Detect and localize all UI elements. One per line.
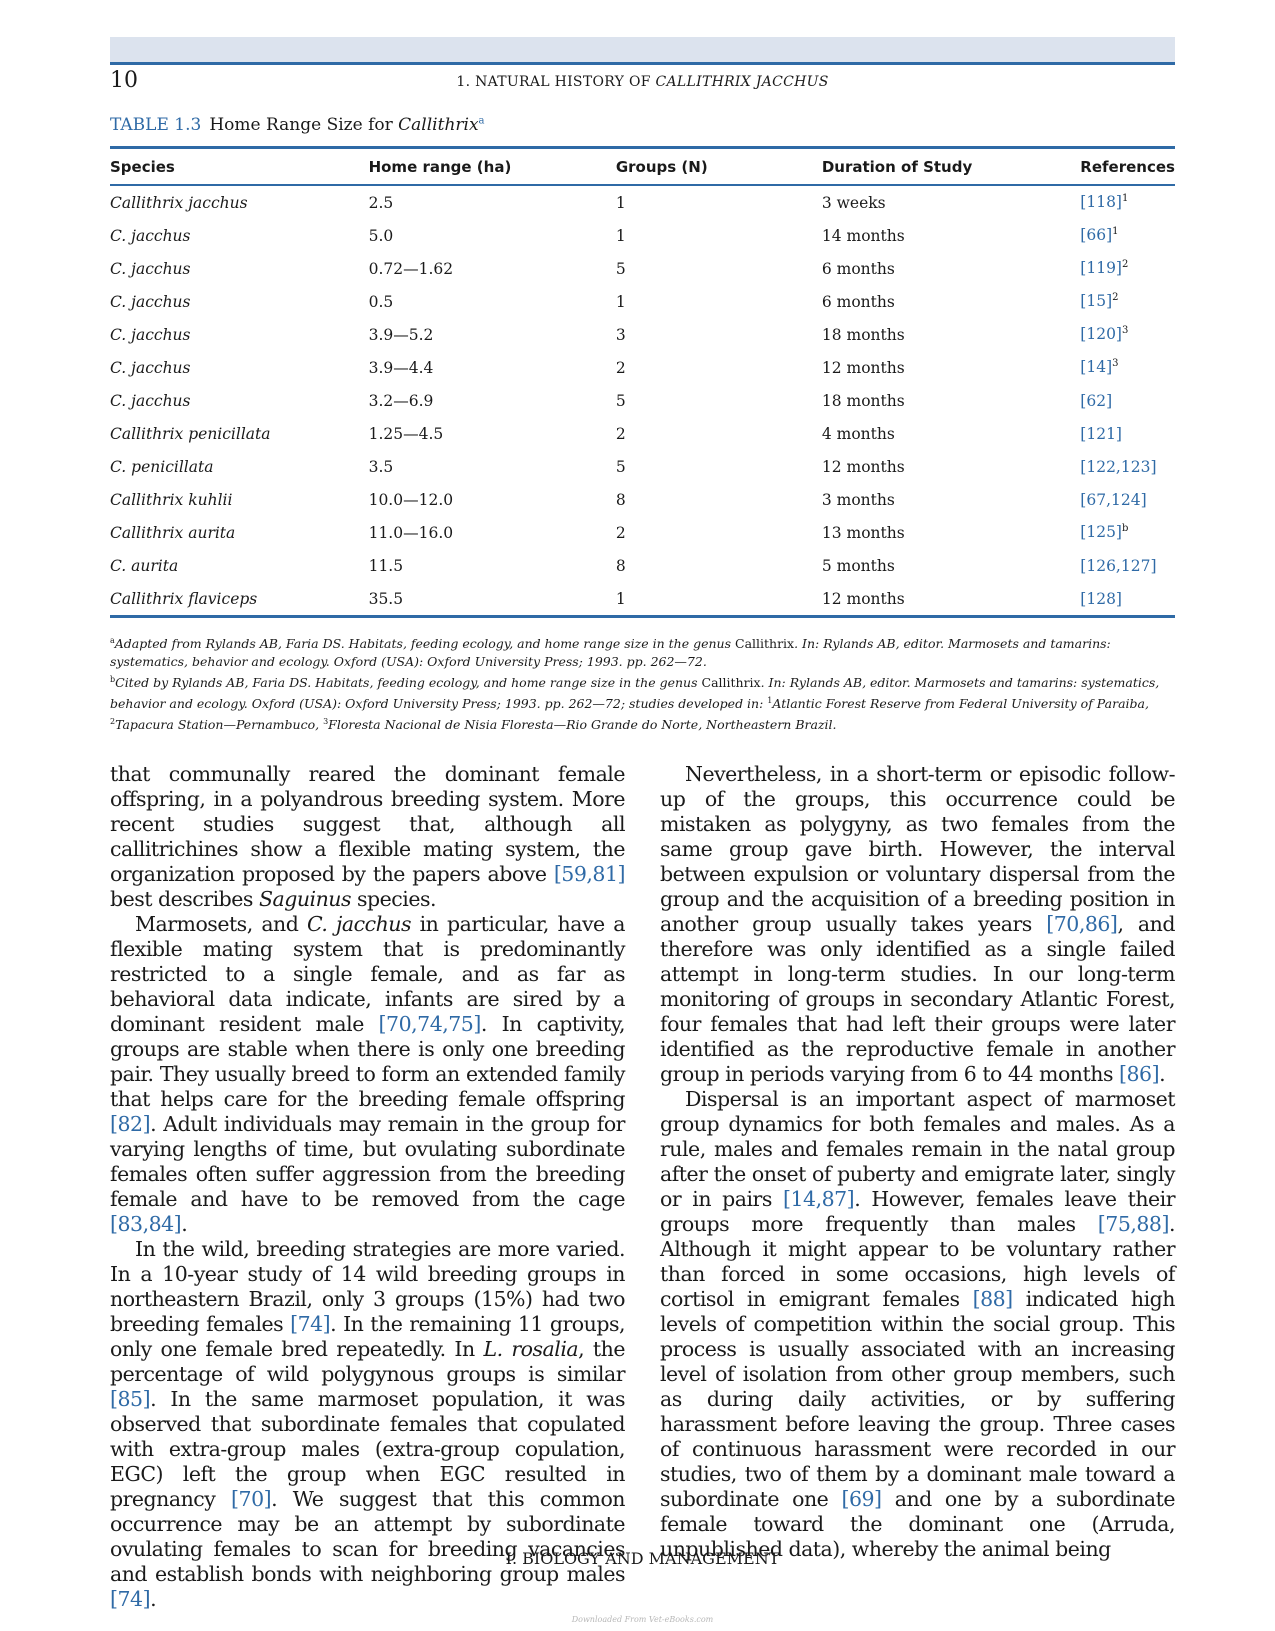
reference-cell <box>1080 285 1175 318</box>
table-footnotes <box>110 632 1175 735</box>
citation-link[interactable]: [86] <box>1118 1062 1160 1086</box>
column-header-references: References <box>1080 157 1175 176</box>
species-cell: Callithrix flaviceps <box>110 589 258 608</box>
groups-cell: 8 <box>615 490 626 509</box>
text: . Although it might appear to be voluntary rather than forced in some occasions, high levels of cortisol in emigrant females <box>660 1212 1175 1311</box>
text: . In the same marmoset population, it was observed that subordinate females that copulated with extra-group males (extra-group copulation, EGC) left the group when EGC resulted in pregnancy <box>110 1387 625 1511</box>
text: , and therefore was only identified as a single failed attempt in long-term studies. In our long-term monitoring of groups in secondary Atlantic Forest, four females that had left their groups were later identified as the reproductive female in another group in periods varying from 6 to 44 months <box>660 912 1175 1086</box>
duration-cell: 18 months <box>821 391 905 410</box>
table-title-footnote-mark: a <box>478 115 485 127</box>
duration-cell: 12 months <box>821 589 905 608</box>
reference-cell <box>1080 384 1175 417</box>
table-row <box>110 219 1175 252</box>
duration-cell: 13 months <box>821 523 905 542</box>
species-cell: C. jacchus <box>110 358 191 377</box>
running-title-prefix: 1. NATURAL HISTORY OF <box>456 74 656 90</box>
table-row <box>110 516 1175 549</box>
table-row <box>110 351 1175 384</box>
duration-cell: 12 months <box>821 358 905 377</box>
footnote-text: Cited by Rylands AB, Faria DS. Habitats, feeding ecology, and home range size in the genus <box>115 675 702 691</box>
species-cell: C. aurita <box>110 556 179 575</box>
table-label: TABLE 1.3 <box>110 115 202 135</box>
footnote-text: Adapted from Rylands AB, Faria DS. Habitats, feeding ecology, and home range size in the genus <box>114 636 735 652</box>
paragraph <box>660 1087 1175 1562</box>
text: In the wild, breeding strategies are more varied. In a 10-year study of 14 wild breeding groups in northeastern Brazil, only 3 groups (15%) had two breeding females <box>110 1237 625 1336</box>
citation-link[interactable]: [74] <box>290 1312 331 1336</box>
home-range-cell: 5.0 <box>368 226 394 245</box>
text: . <box>1159 1062 1166 1086</box>
reference-cell <box>1080 219 1175 252</box>
footnote-text: Tapacura Station—Pernambuco, <box>115 717 324 733</box>
text: , the percentage of wild polygynous groups is similar <box>110 1337 625 1386</box>
citation-link[interactable]: [88] <box>972 1287 1013 1311</box>
groups-cell: 2 <box>615 424 626 443</box>
duration-cell: 4 months <box>821 424 895 443</box>
reference-cell <box>1080 582 1175 617</box>
reference-link[interactable]: [15] <box>1080 292 1113 311</box>
home-range-cell: 10.0—12.0 <box>368 490 454 509</box>
duration-cell: 5 months <box>821 556 895 575</box>
footnote-mark: 1 <box>767 696 773 706</box>
reference-footnote-mark: 2 <box>1112 292 1119 304</box>
groups-cell: 3 <box>615 325 626 344</box>
species-cell: Callithrix aurita <box>110 523 236 542</box>
citation-link[interactable]: [70,74,75] <box>378 1012 481 1036</box>
home-range-cell: 3.5 <box>368 457 394 476</box>
reference-cell <box>1080 185 1175 219</box>
reference-link[interactable]: [118] <box>1080 193 1122 212</box>
text: . In captivity, groups are stable when there is only one breeding pair. They usually breed to form an extended family that helps care for the breeding female offspring <box>110 1012 625 1111</box>
text: Marmosets, and <box>135 912 307 936</box>
species-cell: Callithrix penicillata <box>110 424 271 443</box>
reference-link[interactable]: [67,124] <box>1080 490 1147 509</box>
footnote-genus: Callithrix <box>735 636 795 652</box>
table-row <box>110 185 1175 219</box>
citation-link[interactable]: [83,84] <box>110 1212 182 1236</box>
home-range-cell: 1.25—4.5 <box>368 424 444 443</box>
species-name: L. rosalia <box>483 1337 579 1361</box>
table-title: Home Range Size for <box>209 115 399 135</box>
table-row <box>110 417 1175 450</box>
text: indicated high levels of competition within the social group. This process is usually associated with an increasing level of isolation from other group members, such as during daily activities, or by suffering harassment before leaving the group. Three cases of continuous harassment were recorded in our studies, two of them by a dominant male toward a subordinate one <box>660 1287 1175 1511</box>
duration-cell: 3 weeks <box>821 193 886 212</box>
groups-cell: 5 <box>615 457 626 476</box>
reference-cell <box>1080 318 1175 351</box>
text: . Adult individuals may remain in the group for varying lengths of time, but ovulating subordinate females often suffer aggression from the breeding female and have to be removed from the cage <box>110 1112 625 1211</box>
reference-footnote-mark: 3 <box>1121 325 1129 337</box>
reference-link[interactable]: [126,127] <box>1080 556 1157 575</box>
groups-cell: 1 <box>615 292 626 311</box>
text: and one by a subordinate female toward the dominant one (Arruda, unpublished data), whereby the animal being <box>660 1487 1175 1561</box>
text: . <box>181 1212 188 1236</box>
text: species. <box>351 887 437 911</box>
citation-link[interactable]: [70,86] <box>1046 912 1118 936</box>
species-cell: C. jacchus <box>110 226 191 245</box>
reference-cell <box>1080 483 1175 516</box>
groups-cell: 5 <box>615 391 626 410</box>
groups-cell: 2 <box>615 523 626 542</box>
home-range-cell: 2.5 <box>368 193 394 212</box>
footnote-mark: 3 <box>323 717 329 727</box>
table-row <box>110 384 1175 417</box>
reference-link[interactable]: [122,123] <box>1080 457 1157 476</box>
citation-link[interactable]: [82] <box>110 1112 151 1136</box>
text: that communally reared the dominant female offspring, in a polyandrous breeding system. More recent studies suggest that, although all callitrichines show a flexible mating system, the organization proposed by the papers above <box>110 762 625 886</box>
text: Dispersal is an important aspect of marmoset group dynamics for both females and males. As a rule, males and females remain in the natal group after the onset of puberty and emigrate later, singly or in pairs <box>660 1087 1175 1211</box>
footnote-a <box>110 632 1175 671</box>
reference-link[interactable]: [62] <box>1080 391 1113 410</box>
table-title-genus: Callithrix <box>398 115 479 135</box>
species-cell: C. penicillata <box>110 457 214 476</box>
home-range-cell: 11.5 <box>368 556 404 575</box>
text: in particular, have a flexible mating system that is predominantly restricted to a single female, and as far as behavioral data indicate, infants are sired by a dominant resident male <box>110 912 625 1036</box>
column-header-duration: Duration of Study <box>821 157 973 176</box>
paragraph <box>110 762 625 912</box>
duration-cell: 3 months <box>821 490 895 509</box>
column-header-species: Species <box>110 157 175 176</box>
text: best describes <box>110 887 259 911</box>
reference-link[interactable]: [66] <box>1080 226 1113 245</box>
column-header-home-range: Home range (ha) <box>368 157 512 176</box>
species-cell: C. jacchus <box>110 391 191 410</box>
reference-link[interactable]: [128] <box>1080 589 1122 608</box>
table-row <box>110 285 1175 318</box>
text: . We suggest that this common occurrence may be an attempt by subordinate ovulating females to scan for breeding vacancies and establish bonds with neighboring group males <box>110 1487 625 1586</box>
page-number: 10 <box>110 68 138 93</box>
citation-link[interactable]: [14,87] <box>783 1187 855 1211</box>
reference-cell <box>1080 351 1175 384</box>
paragraph <box>110 912 625 1237</box>
text: . However, females leave their groups more frequently than males <box>660 1187 1176 1236</box>
text: . In the remaining 11 groups, only one female bred repeatedly. In <box>110 1312 625 1361</box>
home-range-cell: 35.5 <box>368 589 404 608</box>
footer-section-title: I. BIOLOGY AND MANAGEMENT <box>505 1549 780 1568</box>
reference-footnote-mark: 3 <box>1112 358 1119 370</box>
column-header-groups: Groups (N) <box>615 157 708 176</box>
footnote-text: . In: Rylands AB, editor. Marmosets and tamarins: systematics, behavior and ecology. Oxford (USA): Oxford University Press; 1993. pp. 262—72; studies developed in: <box>110 675 1160 712</box>
reference-footnote-mark: 1 <box>1121 193 1129 205</box>
table-row <box>110 582 1175 617</box>
home-range-cell: 3.2—6.9 <box>368 391 434 410</box>
reference-cell <box>1080 450 1175 483</box>
home-range-cell: 0.72—1.62 <box>368 259 454 278</box>
footnote-mark: a <box>110 636 115 645</box>
running-title-species: CALLITHRIX JACCHUS <box>655 74 829 90</box>
table-row <box>110 483 1175 516</box>
genus-name: Saguinus <box>258 887 352 911</box>
footnote-mark: 2 <box>110 717 116 727</box>
species-cell: C. jacchus <box>110 292 191 311</box>
text: Nevertheless, in a short-term or episodic follow-up of the groups, this occurrence could be mistaken as polygyny, as two females from the same group gave birth. However, the interval between expulsion or voluntary dispersal from the group and the acquisition of a breeding position in another group usually takes years <box>660 762 1175 936</box>
citation-link[interactable]: [69] <box>841 1487 882 1511</box>
reference-link[interactable]: [119] <box>1080 259 1122 278</box>
footnote-text: Floresta Nacional de Nisia Floresta—Rio Grande do Norte, Northeastern Brazil. <box>328 717 837 733</box>
running-title <box>110 74 1175 90</box>
table-header-row <box>110 148 1175 186</box>
home-range-cell: 3.9—4.4 <box>368 358 434 377</box>
footnote-text: . In: Rylands AB, editor. Marmosets and tamarins: systematics, behavior and ecology. Oxford (USA): Oxford University Press; 1993. pp. 262—72. <box>110 636 1111 670</box>
duration-cell: 14 months <box>821 226 905 245</box>
groups-cell: 5 <box>615 259 626 278</box>
duration-cell: 18 months <box>821 325 905 344</box>
footnote-genus: Callithrix <box>701 675 761 691</box>
reference-cell <box>1080 549 1175 582</box>
duration-cell: 6 months <box>821 292 895 311</box>
home-range-cell: 3.9—5.2 <box>368 325 434 344</box>
table-row <box>110 549 1175 582</box>
home-range-table <box>110 146 1175 618</box>
citation-link[interactable]: [70] <box>231 1487 272 1511</box>
groups-cell: 2 <box>615 358 626 377</box>
species-name: C. jacchus <box>306 912 412 936</box>
table-row <box>110 450 1175 483</box>
header-band <box>110 37 1175 65</box>
watermark: Downloaded From Vet-eBooks.com <box>571 1615 714 1624</box>
reference-footnote-mark: b <box>1121 523 1129 535</box>
species-cell: C. jacchus <box>110 259 191 278</box>
table-row <box>110 318 1175 351</box>
reference-link[interactable]: [125] <box>1080 523 1122 542</box>
body-column-left <box>110 762 625 1612</box>
home-range-cell: 0.5 <box>368 292 394 311</box>
body-column-right <box>660 762 1175 1562</box>
duration-cell: 6 months <box>821 259 895 278</box>
groups-cell: 1 <box>615 226 626 245</box>
citation-link[interactable]: [59,81] <box>553 862 625 886</box>
reference-link[interactable]: [121] <box>1080 424 1122 443</box>
table-caption <box>110 115 485 135</box>
species-cell: Callithrix jacchus <box>110 193 248 212</box>
species-cell: C. jacchus <box>110 325 191 344</box>
home-range-cell: 11.0—16.0 <box>368 523 454 542</box>
reference-footnote-mark: 1 <box>1112 226 1119 238</box>
reference-footnote-mark: 2 <box>1121 259 1129 271</box>
footnote-text: Atlantic Forest Reserve from Federal University of Paraiba, <box>772 696 1149 712</box>
footnote-b <box>110 671 1175 734</box>
table-row <box>110 252 1175 285</box>
footnote-mark: b <box>110 675 116 685</box>
groups-cell: 8 <box>615 556 626 575</box>
reference-cell <box>1080 417 1175 450</box>
paragraph <box>660 762 1175 1087</box>
reference-cell <box>1080 516 1175 549</box>
reference-cell <box>1080 252 1175 285</box>
groups-cell: 1 <box>615 589 626 608</box>
citation-link[interactable]: [85] <box>110 1387 151 1411</box>
groups-cell: 1 <box>615 193 626 212</box>
duration-cell: 12 months <box>821 457 905 476</box>
reference-link[interactable]: [120] <box>1080 325 1122 344</box>
reference-link[interactable]: [14] <box>1080 358 1113 377</box>
citation-link[interactable]: [74] <box>110 1587 151 1611</box>
species-cell: Callithrix kuhlii <box>110 490 233 509</box>
text: . <box>150 1587 157 1611</box>
citation-link[interactable]: [75,88] <box>1097 1212 1169 1236</box>
